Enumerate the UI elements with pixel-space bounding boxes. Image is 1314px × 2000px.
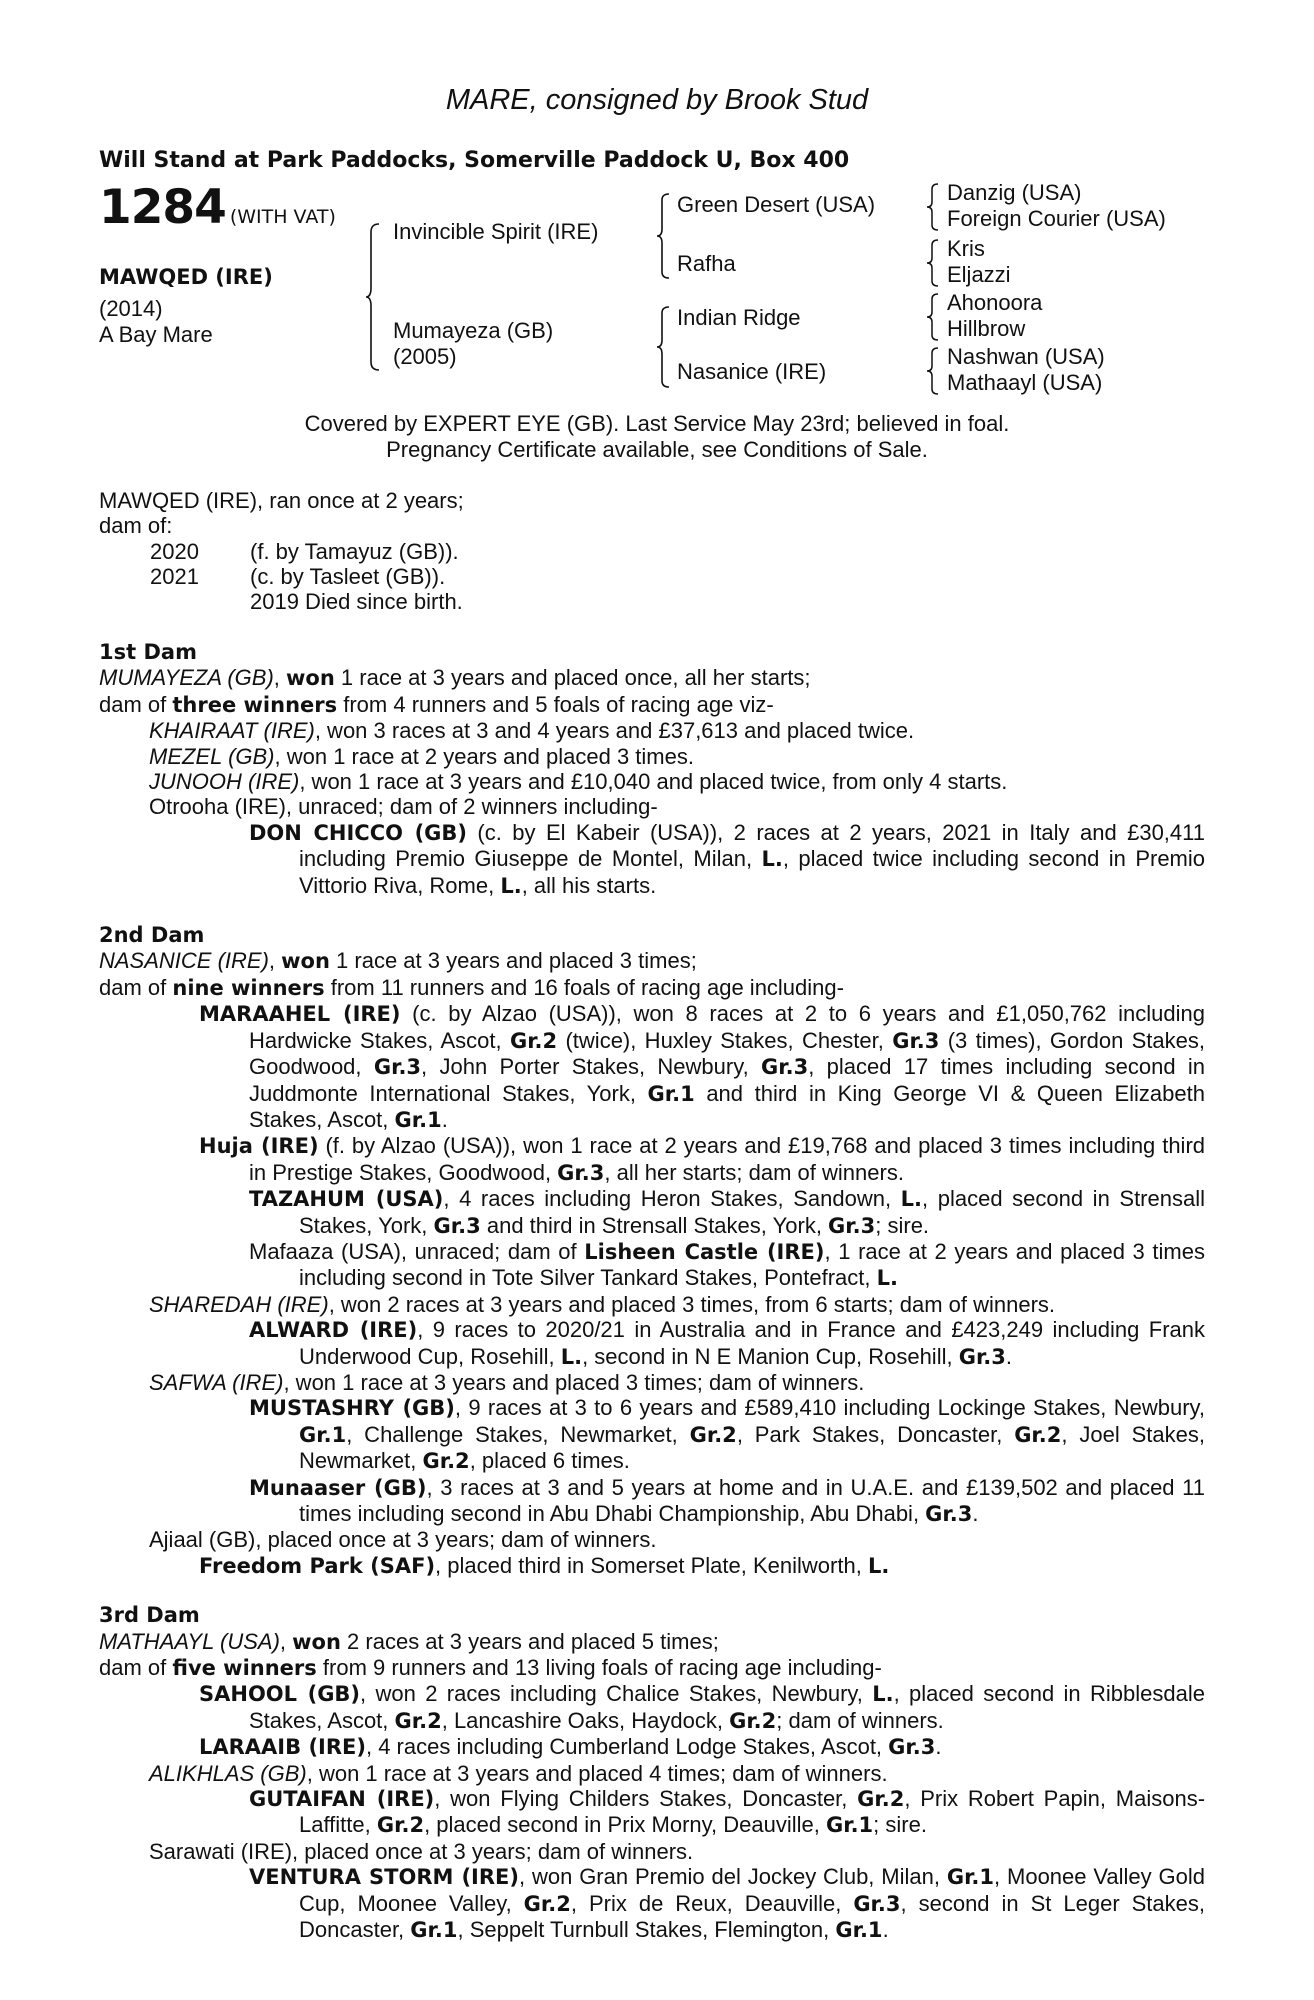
third-dam-produce: dam of five winners from 9 runners and 13 living foals of racing age including- [99,1655,882,1681]
progeny-entry: SAFWA (IRE), won 1 race at 3 years and placed 3 times; dam of winners. [149,1369,865,1395]
horse-name: MAWQED (IRE) [99,265,273,289]
offspring-row [150,589,463,615]
offspring-text: (c. by Tasleet (GB)). [250,564,446,589]
progeny-entry: JUNOOH (IRE), won 1 race at 3 years and £10,040 and placed twice, from only 4 starts. [149,769,1008,795]
first-dam-produce: dam of three winners from 4 runners and 5 foals of racing age viz- [99,691,774,717]
pedigree-g2: Foreign Courier (USA) [947,206,1166,231]
brace-dam-parents [656,305,672,389]
second-dam-line: NASANICE (IRE), won 1 race at 3 years and placed 3 times; [99,948,697,974]
progeny-entry: SAHOOL (GB), won 2 races including Chalice Stakes, Newbury, L., placed second in Ribblesdale Stakes, Ascot, Gr.2, Lancashire Oaks, Haydock, Gr.2; dam of winners. [199,1681,1205,1733]
brace-parents [365,222,383,372]
pedigree-sire: Invincible Spirit (IRE) [393,219,599,244]
progeny-entry: Sarawati (IRE), placed once at 3 years; dam of winners. [149,1838,694,1864]
lot-number-block [99,180,336,235]
third-dam-line: MATHAAYL (USA), won 2 races at 3 years and placed 5 times; [99,1628,719,1654]
pedigree-g1: Danzig (USA) [947,180,1082,205]
offspring-text: 2019 Died since birth. [250,589,463,614]
brace-g2 [926,238,940,288]
horse-info [99,264,273,348]
stand-location: Will Stand at Park Paddocks, Somerville Paddock U, Box 400 [99,148,850,173]
offspring-year: 2021 [150,564,199,589]
progeny-entry: KHAIRAAT (IRE), won 3 races at 3 and 4 years and £37,613 and placed twice. [149,718,915,744]
pedigree-dam-sire: Indian Ridge [677,305,801,330]
progeny-entry: Munaaser (GB), 3 races at 3 and 5 years at home and in U.A.E. and £139,502 and placed 11 times including second in Abu Dhabi Championship, Abu Dhabi, Gr.3. [249,1474,1205,1526]
progeny-entry: VENTURA STORM (IRE), won Gran Premio del Jockey Club, Milan, Gr.1, Moonee Valley Gold Cup, Moonee Valley, Gr.2, Prix de Reux, Deauville, Gr.3, second in St Leger Stakes, Doncaster, Gr.1, Seppelt Turnbull Stakes, Flemington, Gr.1. [249,1864,1205,1943]
progeny-entry: ALIKHLAS (GB), won 1 race at 3 years and placed 4 times; dam of winners. [149,1760,888,1786]
pedigree-sire-dam: Rafha [677,251,736,276]
progeny-entry: LARAAIB (IRE), 4 races including Cumberland Lodge Stakes, Ascot, Gr.3. [199,1734,942,1760]
pedigree-sire-sire: Green Desert (USA) [677,192,876,217]
pedigree-g3: Kris [947,236,985,261]
lot-number: 1284 [99,180,226,235]
second-dam-heading: 2nd Dam [99,923,205,948]
progeny-entry: MARAAHEL (IRE) (c. by Alzao (USA)), won 8 races at 2 to 6 years and £1,050,762 including Hardwicke Stakes, Ascot, Gr.2 (twice), Huxley Stakes, Chester, Gr.3 (3 times), Gordon Stakes, Goodwood, Gr.3, John Porter Stakes, Newbury, Gr.3, placed 17 times including second in Juddmonte International Stakes, York, Gr.1 and third in King George VI & Queen Elizabeth Stakes, Ascot, Gr.1. [199,1001,1205,1132]
pedigree-g8: Mathaayl (USA) [947,370,1103,395]
progeny-entry: Mafaaza (USA), unraced; dam of Lisheen Castle (IRE), 1 race at 2 years and placed 3 times including second in Tote Silver Tankard Stakes, Pontefract, L. [249,1238,1205,1291]
pedigree-dam: Mumayeza (GB) [393,318,554,343]
covered-note [0,411,1314,463]
horse-year: (2014) [99,296,163,321]
progeny-entry: DON CHICCO (GB) (c. by El Kabeir (USA)), 2 races at 2 years, 2021 in Italy and £30,411 including Premio Giuseppe de Montel, Milan, L., placed twice including second in Premio Vittorio Riva, Rome, L., all his starts. [249,819,1205,898]
page-title: MARE, consigned by Brook Stud [445,84,869,116]
vat-note: (WITH VAT) [229,206,336,228]
progeny-entry: MUSTASHRY (GB), 9 races at 3 to 6 years and £589,410 including Lockinge Stakes, Newbury, Gr.1, Challenge Stakes, Newmarket, Gr.2, Park Stakes, Doncaster, Gr.2, Joel Stakes, Newmarket, Gr.2, placed 6 times. [249,1395,1206,1474]
summary-line-2: dam of: [99,513,173,538]
pedigree-dam-year: (2005) [393,344,457,369]
family-body [99,640,1205,1944]
progeny-entry: Freedom Park (SAF), placed third in Somerset Plate, Kenilworth, L. [199,1552,890,1578]
progeny-entry: SHAREDAH (IRE), won 2 races at 3 years and placed 3 times, from 6 starts; dam of winners. [149,1291,1056,1317]
summary-line-1: MAWQED (IRE), ran once at 2 years; [99,488,464,513]
progeny-entry: GUTAIFAN (IRE), won Flying Childers Stakes, Doncaster, Gr.2, Prix Robert Papin, Maisons-Laffitte, Gr.2, placed second in Prix Morny, Deauville, Gr.1; sire. [249,1786,1206,1838]
offspring-row [150,539,459,565]
progeny-entry: Otrooha (IRE), unraced; dam of 2 winners including- [149,794,658,820]
progeny-entry: Huja (IRE) (f. by Alzao (USA)), won 1 race at 2 years and £19,768 and placed 3 times including third in Prestige Stakes, Goodwood, Gr.3, all her starts; dam of winners. [199,1133,1206,1185]
brace-g4 [926,346,940,396]
second-dam-produce: dam of nine winners from 11 runners and 16 foals of racing age including- [99,974,844,1000]
pedigree-g7: Nashwan (USA) [947,344,1105,369]
brace-g3 [926,292,940,342]
pedigree-g5: Ahonoora [947,290,1043,315]
progeny-entry: ALWARD (IRE), 9 races to 2020/21 in Australia and in France and £423,249 including Frank Underwood Cup, Rosehill, L., second in N E Manion Cup, Rosehill, Gr.3. [249,1317,1205,1369]
brace-g1 [926,182,940,232]
produce-summary [99,488,464,538]
third-dam-heading: 3rd Dam [99,1603,200,1628]
first-dam-line: MUMAYEZA (GB), won 1 race at 3 years and placed once, all her starts; [99,665,811,691]
offspring-year: 2020 [150,539,199,564]
pedigree-dam-dam: Nasanice (IRE) [677,359,827,384]
covered-line-1: Covered by EXPERT EYE (GB). Last Service May 23rd; believed in foal. [304,411,1010,436]
progeny-entry: TAZAHUM (USA), 4 races including Heron Stakes, Sandown, L., placed second in Strensall Stakes, York, Gr.3 and third in Strensall Stakes, York, Gr.3; sire. [249,1186,1205,1238]
progeny-entry: MEZEL (GB), won 1 race at 2 years and placed 3 times. [149,743,694,769]
pedigree-g6: Hillbrow [947,316,1026,341]
brace-sire-parents [656,192,672,280]
covered-line-2: Pregnancy Certificate available, see Conditions of Sale. [386,437,928,462]
offspring-text: (f. by Tamayuz (GB)). [250,539,459,564]
first-dam-heading: 1st Dam [99,640,197,664]
progeny-entry: Ajiaal (GB), placed once at 3 years; dam of winners. [149,1527,657,1553]
horse-description: A Bay Mare [99,322,213,347]
pedigree-g4: Eljazzi [947,262,1011,287]
offspring-row [150,564,445,590]
